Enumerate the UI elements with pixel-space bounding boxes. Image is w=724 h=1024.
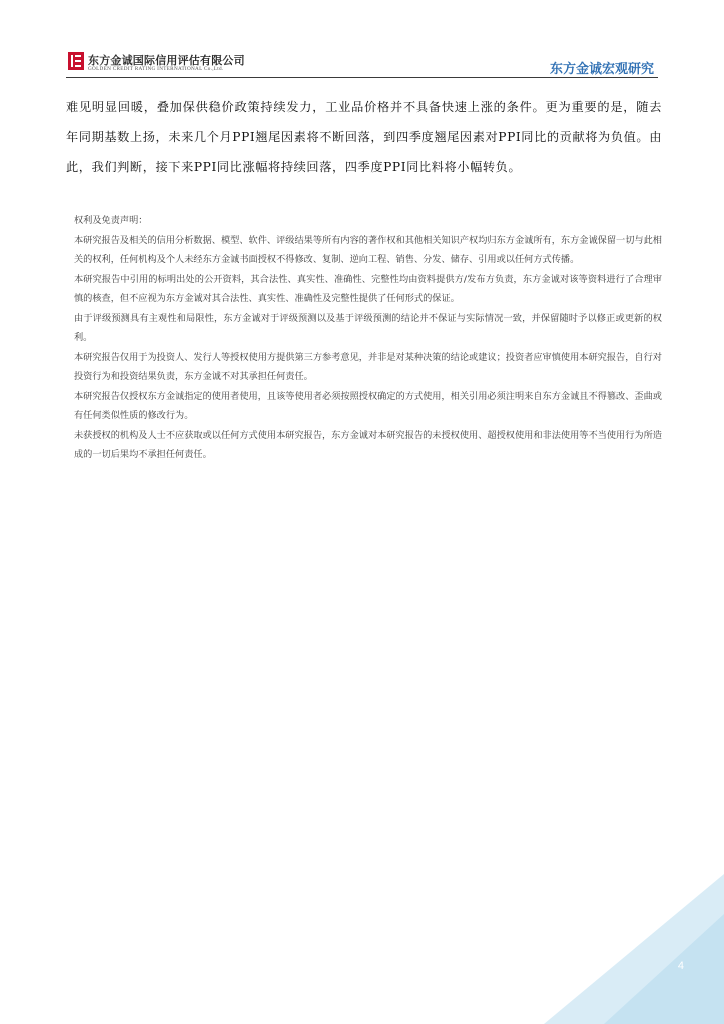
disclaimer-item: 本研究报告中引用的标明出处的公开资料，其合法性、真实性、准确性、完整性均由资料提供方/发布方负责，东方金诚对该等资料进行了合理审慎的核查，但不应视为东方金诚对其合法性、真实性、准确性及完整性提供了任何形式的保证。 — [74, 273, 662, 304]
disclaimer-item: 本研究报告仅用于为投资人、发行人等授权使用方提供第三方参考意见，并非是对某种决策的结论或建议；投资者应审慎使用本研究报告，自行对投资行为和投资结果负责，东方金诚不对其承担任何责任。 — [74, 351, 662, 382]
page-header — [0, 0, 724, 80]
disclaimer-section — [74, 211, 662, 465]
report-series-title: 东方金诚宏观研究 — [549, 62, 654, 77]
company-name-cn: 东方金诚国际信用评估有限公司 — [88, 54, 245, 67]
disclaimer-item: 本研究报告及相关的信用分析数据、模型、软件、评级结果等所有内容的著作权和其他相关知识产权均归东方金诚所有，东方金诚保留一切与此相关的权利，任何机构及个人未经东方金诚书面授权不得修改、复制、逆向工程、销售、分发、储存、引用或以任何方式传播。 — [74, 234, 662, 265]
company-logo-icon — [68, 52, 84, 70]
disclaimer-item: 本研究报告仅授权东方金诚指定的使用者使用，且该等使用者必须按照授权确定的方式使用，相关引用必须注明来自东方金诚且不得篡改、歪曲或有任何类似性质的修改行为。 — [74, 390, 662, 421]
disclaimer-item: 未获授权的机构及人士不应获取或以任何方式使用本研究报告，东方金诚对本研究报告的未授权使用、超授权使用和非法使用等不当使用行为所造成的一切后果均不承担任何责任。 — [74, 429, 662, 460]
disclaimer-item: 由于评级预测具有主观性和局限性，东方金诚对于评级预测以及基于评级预测的结论并不保证与实际情况一致，并保留随时予以修正或更新的权利。 — [74, 312, 662, 343]
disclaimer-title: 权利及免责声明： — [74, 215, 148, 226]
page-number: 4 — [677, 960, 684, 972]
company-name-en: GOLDEN CREDIT RATING INTERNATIONAL Co.,Ltd. — [88, 66, 224, 72]
body-paragraph: 难见明显回暖，叠加保供稳价政策持续发力，工业品价格并不具备快速上涨的条件。更为重要的是，随去年同期基数上扬，未来几个月PPI翘尾因素将不断回落，到四季度翘尾因素对PPI同比的贡献将为负值。由此，我们判断，接下来PPI同比涨幅将持续回落，四季度PPI同比料将小幅转负。 — [66, 100, 662, 174]
corner-decoration — [544, 874, 724, 1024]
header-divider — [66, 77, 658, 78]
